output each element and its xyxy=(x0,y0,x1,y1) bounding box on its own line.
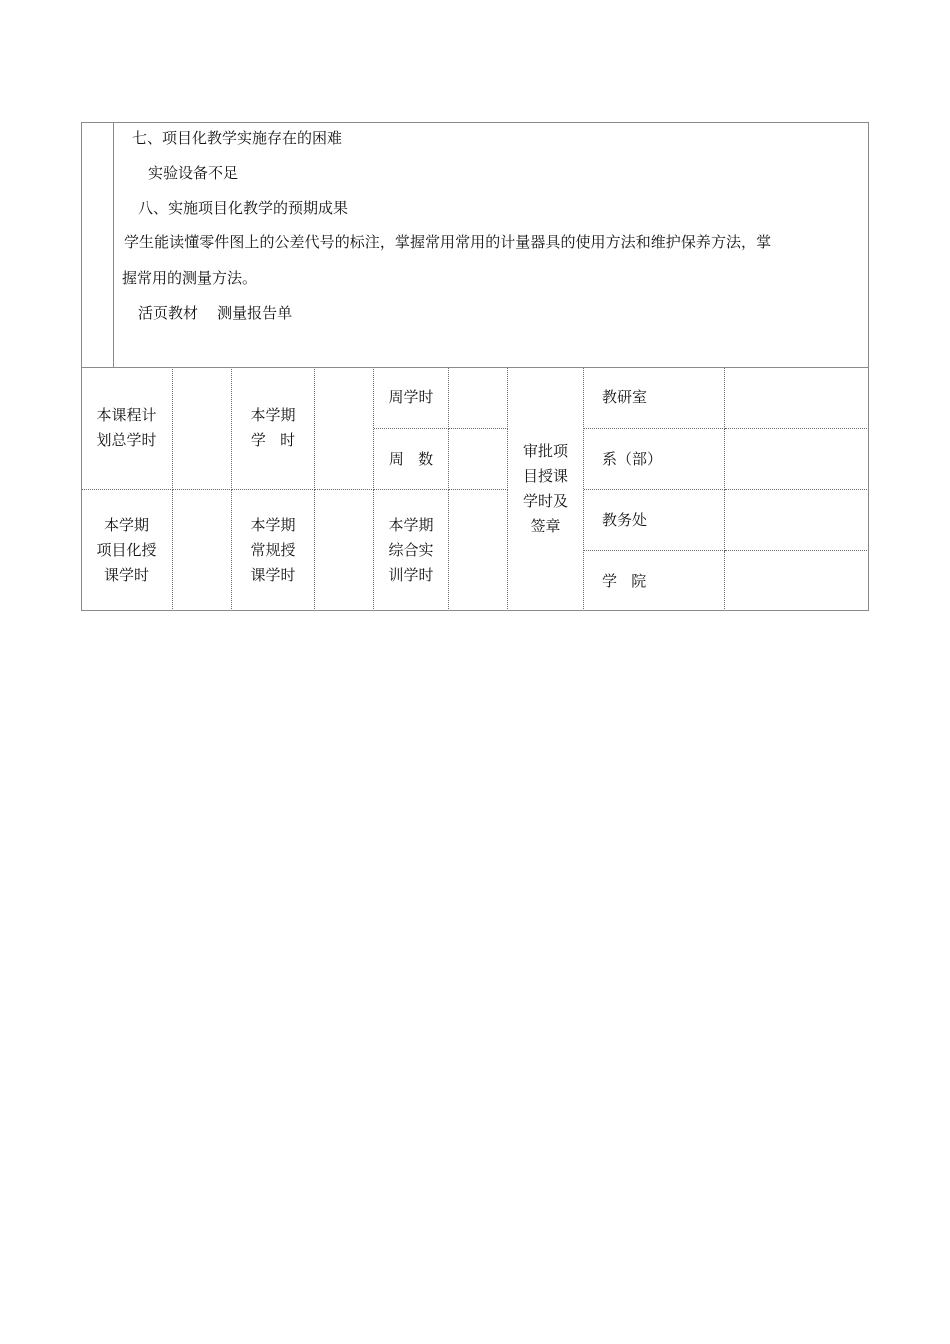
teaching-office-signature[interactable] xyxy=(725,367,869,429)
weeks-label: 周 数 xyxy=(374,429,449,490)
semester-project-hours-value[interactable] xyxy=(173,490,232,611)
course-total-hours-value[interactable] xyxy=(173,367,232,490)
college-label: 学 院 xyxy=(584,551,725,611)
section-8-content-line-2: 握常用的测量方法。 xyxy=(122,269,258,287)
college-signature[interactable] xyxy=(725,551,869,611)
academic-affairs-label: 教务处 xyxy=(584,490,725,551)
semester-hours-value[interactable] xyxy=(315,367,374,490)
academic-affairs-signature[interactable] xyxy=(725,490,869,551)
semester-regular-hours-value[interactable] xyxy=(315,490,374,611)
weekly-hours-label: 周学时 xyxy=(374,367,449,429)
teaching-office-label: 教研室 xyxy=(584,367,725,429)
hours-approval-table xyxy=(81,367,869,611)
semester-training-hours-label: 本学期 综合实 训学时 xyxy=(374,490,449,611)
approval-label: 审批项 目授课 学时及 签章 xyxy=(508,367,584,611)
project-plan-text-section xyxy=(81,122,869,368)
semester-regular-hours-label: 本学期 常规授 课学时 xyxy=(232,490,315,611)
department-signature[interactable] xyxy=(725,429,869,490)
department-label: 系（部） xyxy=(584,429,725,490)
section-8-heading: 八、实施项目化教学的预期成果 xyxy=(138,199,349,217)
section-7-heading: 七、项目化教学实施存在的困难 xyxy=(132,129,343,147)
section-7-content: 实验设备不足 xyxy=(148,164,239,182)
margin-divider xyxy=(113,123,114,368)
semester-hours-label: 本学期 学 时 xyxy=(232,367,315,490)
weeks-value[interactable] xyxy=(449,429,508,490)
semester-training-hours-value[interactable] xyxy=(449,490,508,611)
weekly-hours-value[interactable] xyxy=(449,367,508,429)
section-8-content-line-1: 学生能读懂零件图上的公差代号的标注，掌握常用常用的计量器具的使用方法和维护保养方法，掌 xyxy=(124,233,772,251)
semester-project-hours-label: 本学期 项目化授 课学时 xyxy=(81,490,173,611)
course-total-hours-label: 本课程计 划总学时 xyxy=(81,367,173,490)
section-8-materials: 活页教材 测量报告单 xyxy=(138,304,293,322)
